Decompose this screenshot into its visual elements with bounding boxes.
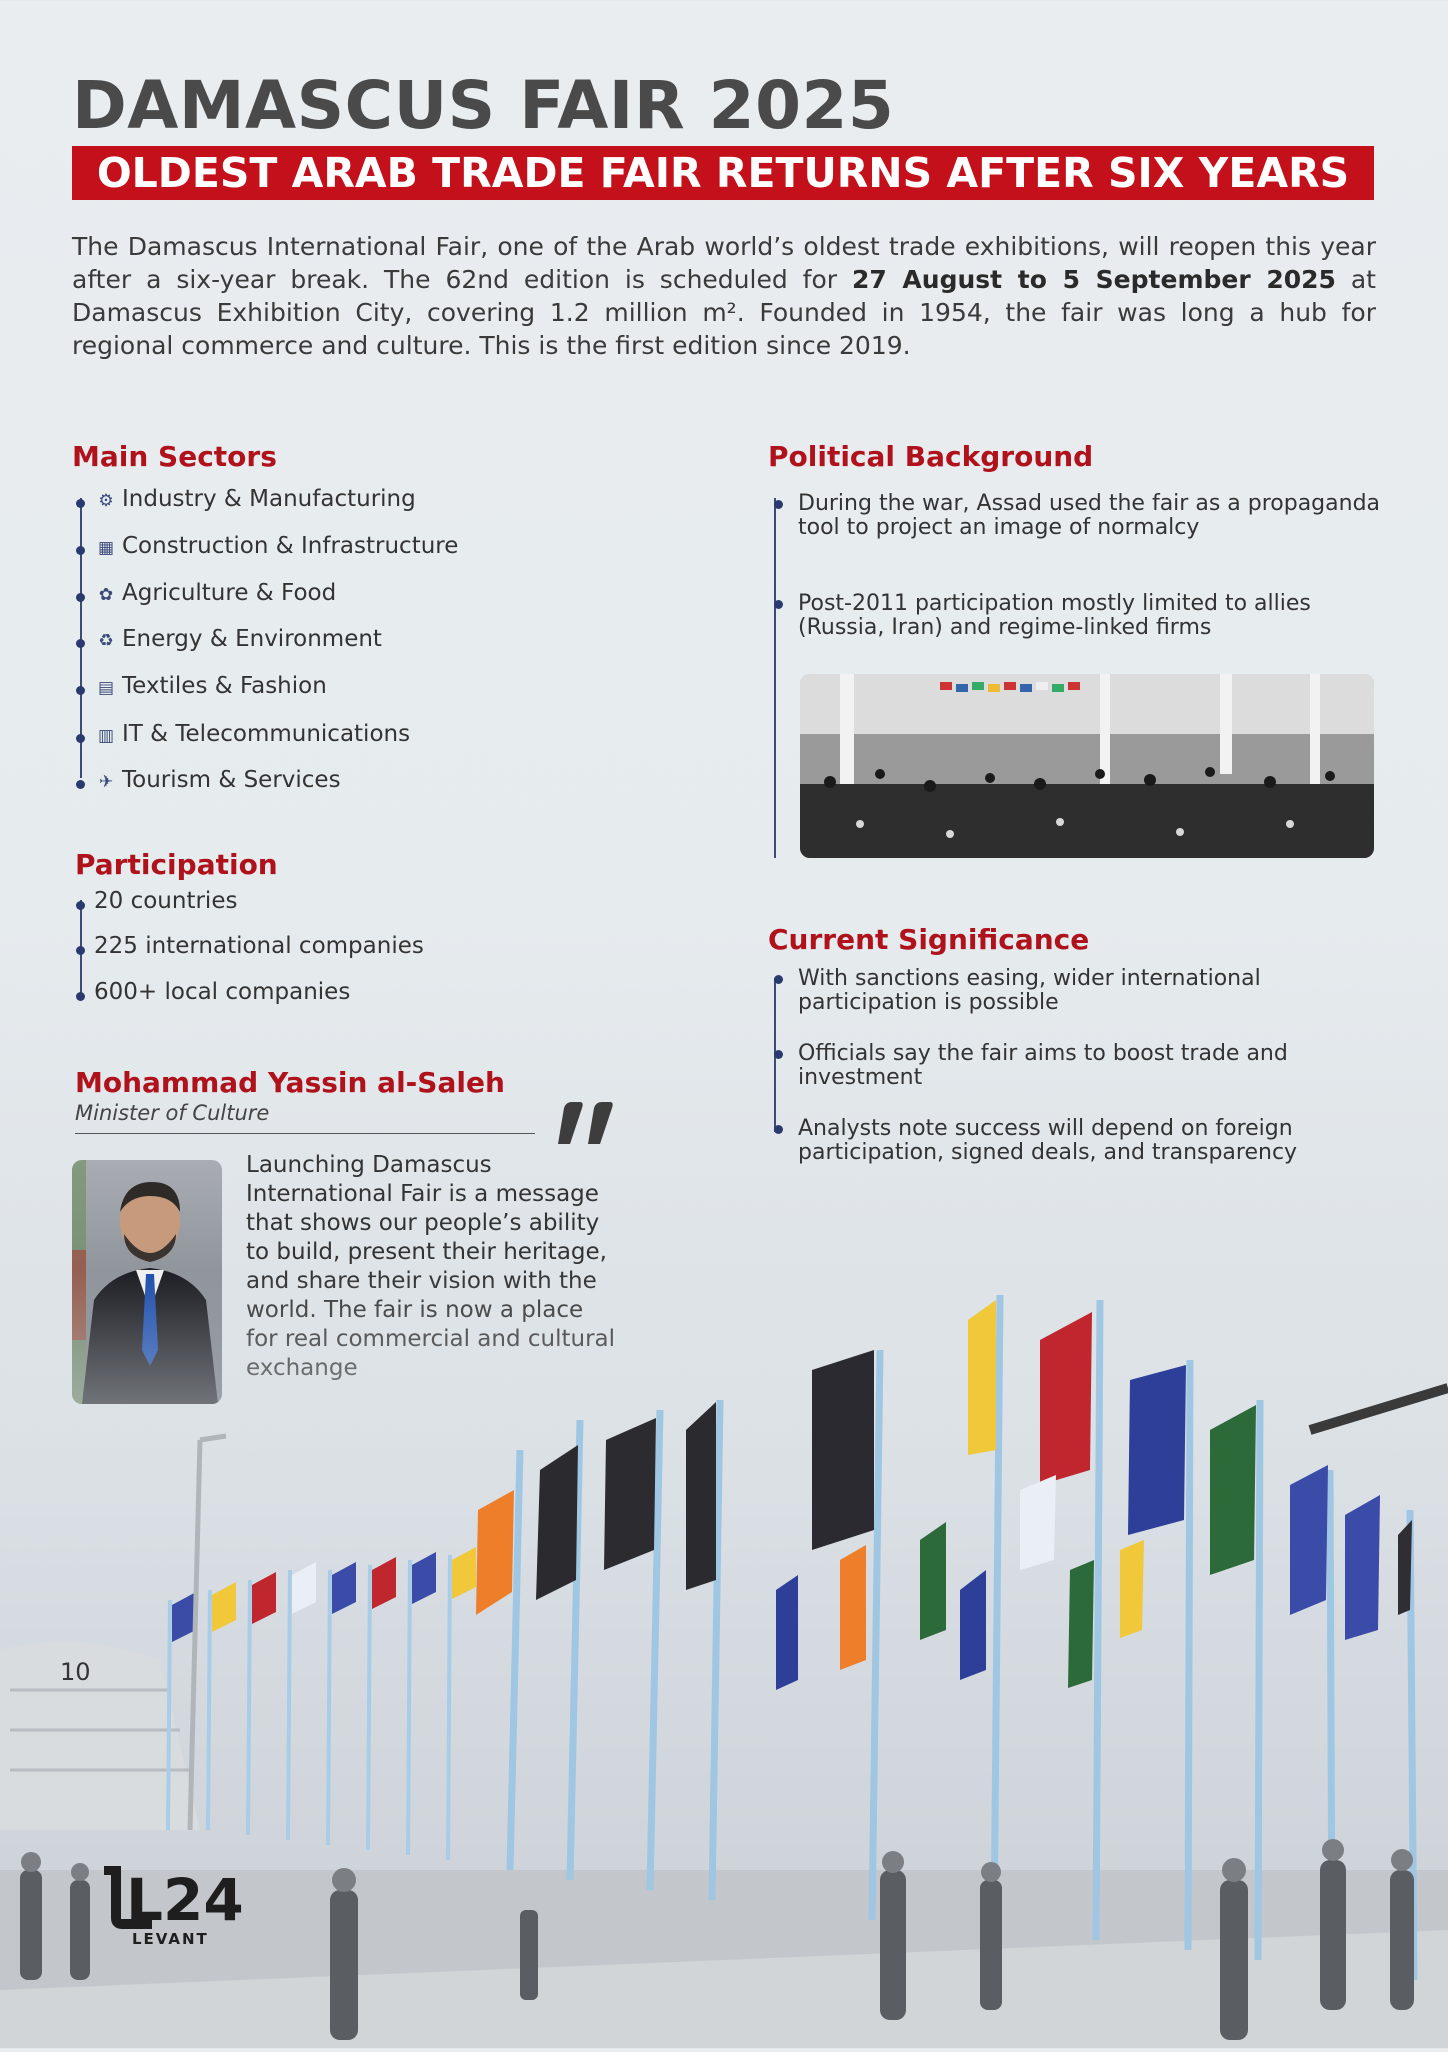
participation-item: 600+ local companies	[94, 979, 350, 1005]
political-timeline-line	[774, 498, 776, 858]
sector-item: ▦ Construction & Infrastructure	[94, 533, 458, 559]
sector-item: ▥ IT & Telecommunications	[94, 721, 410, 747]
bullet-dot	[774, 600, 783, 609]
sector-item: ⚙ Industry & Manufacturing	[94, 486, 416, 512]
bullet-dot	[76, 546, 85, 555]
significance-item: With sanctions easing, wider international participation is possible	[798, 967, 1388, 1015]
political-background-heading: Political Background	[768, 440, 1094, 473]
intro-text-2: at Damascus Exhibition City, covering 1.2 million m². Founded in 1954, the fair was long a hub for regional commerce and culture. This is the first edition since 2019.	[72, 265, 1376, 360]
sector-item: ✈ Tourism & Services	[94, 767, 341, 793]
participation-heading: Participation	[75, 848, 278, 881]
bullet-dot	[76, 593, 85, 602]
logo-mark: L24	[126, 1866, 244, 1934]
bullet-dot	[76, 686, 85, 695]
tourism-icon: ✈	[98, 772, 114, 792]
bullet-dot	[76, 780, 85, 789]
page-subtitle-banner: OLDEST ARAB TRADE FAIR RETURNS AFTER SIX YEARS	[72, 146, 1374, 200]
significance-item: Analysts note success will depend on foreign participation, signed deals, and transparency	[798, 1117, 1388, 1165]
it-icon: ▥	[97, 726, 115, 746]
participation-item: 225 international companies	[94, 933, 424, 959]
sector-item: ▤ Textiles & Fashion	[94, 673, 327, 699]
fair-crowd-photo	[800, 674, 1374, 858]
main-sectors-heading: Main Sectors	[72, 440, 277, 473]
agriculture-icon: ✿	[98, 585, 114, 605]
sector-item: ♻ Energy & Environment	[94, 626, 382, 652]
intro-paragraph	[72, 230, 1376, 362]
levant24-logo	[92, 1866, 272, 1946]
bullet-dot	[774, 1050, 783, 1059]
bullet-dot	[76, 734, 85, 743]
participation-item: 20 countries	[94, 888, 237, 914]
industry-icon: ⚙	[98, 491, 114, 511]
bullet-dot	[76, 499, 85, 508]
bullet-dot	[774, 975, 783, 984]
sector-item: ✿ Agriculture & Food	[94, 580, 336, 606]
political-item: Post-2011 participation mostly limited to allies (Russia, Iran) and regime-linked firms	[798, 592, 1388, 640]
bullet-dot	[76, 992, 85, 1001]
main-sectors-list	[80, 484, 580, 804]
current-significance-heading: Current Significance	[768, 923, 1090, 956]
minister-role: Minister of Culture	[75, 1101, 270, 1125]
textiles-icon: ▤	[97, 678, 115, 698]
construction-icon: ▦	[97, 538, 115, 558]
bullet-dot	[76, 901, 85, 910]
minister-quote: Launching Damascus International Fair is a message that shows our people’s ability to build, present their heritage,	[246, 1152, 607, 1265]
significance-item: Officials say the fair aims to boost trade and investment	[798, 1042, 1388, 1090]
svg-text:10: 10	[60, 1658, 91, 1686]
quote-icon	[554, 1098, 616, 1148]
logo-subtext: LEVANT	[132, 1930, 209, 1946]
energy-icon: ♻	[98, 631, 114, 651]
bullet-dot	[774, 1125, 783, 1134]
bullet-dot	[774, 500, 783, 509]
bullet-dot	[76, 946, 85, 955]
page-title: DAMASCUS FAIR 2025	[72, 67, 895, 144]
intro-dates: 27 August to 5 September 2025	[851, 265, 1336, 294]
intro-text-1: The Damascus International Fair, one of the Arab world’s oldest trade exhibitions, will reopen this year after a six-year break. The 62nd edition is scheduled for	[72, 232, 1376, 294]
minister-divider	[75, 1133, 535, 1134]
political-item: During the war, Assad used the fair as a propaganda tool to project an image of normalcy	[798, 492, 1388, 540]
bullet-dot	[76, 639, 85, 648]
minister-name: Mohammad Yassin al-Saleh	[75, 1066, 505, 1099]
participation-list	[80, 888, 540, 1018]
